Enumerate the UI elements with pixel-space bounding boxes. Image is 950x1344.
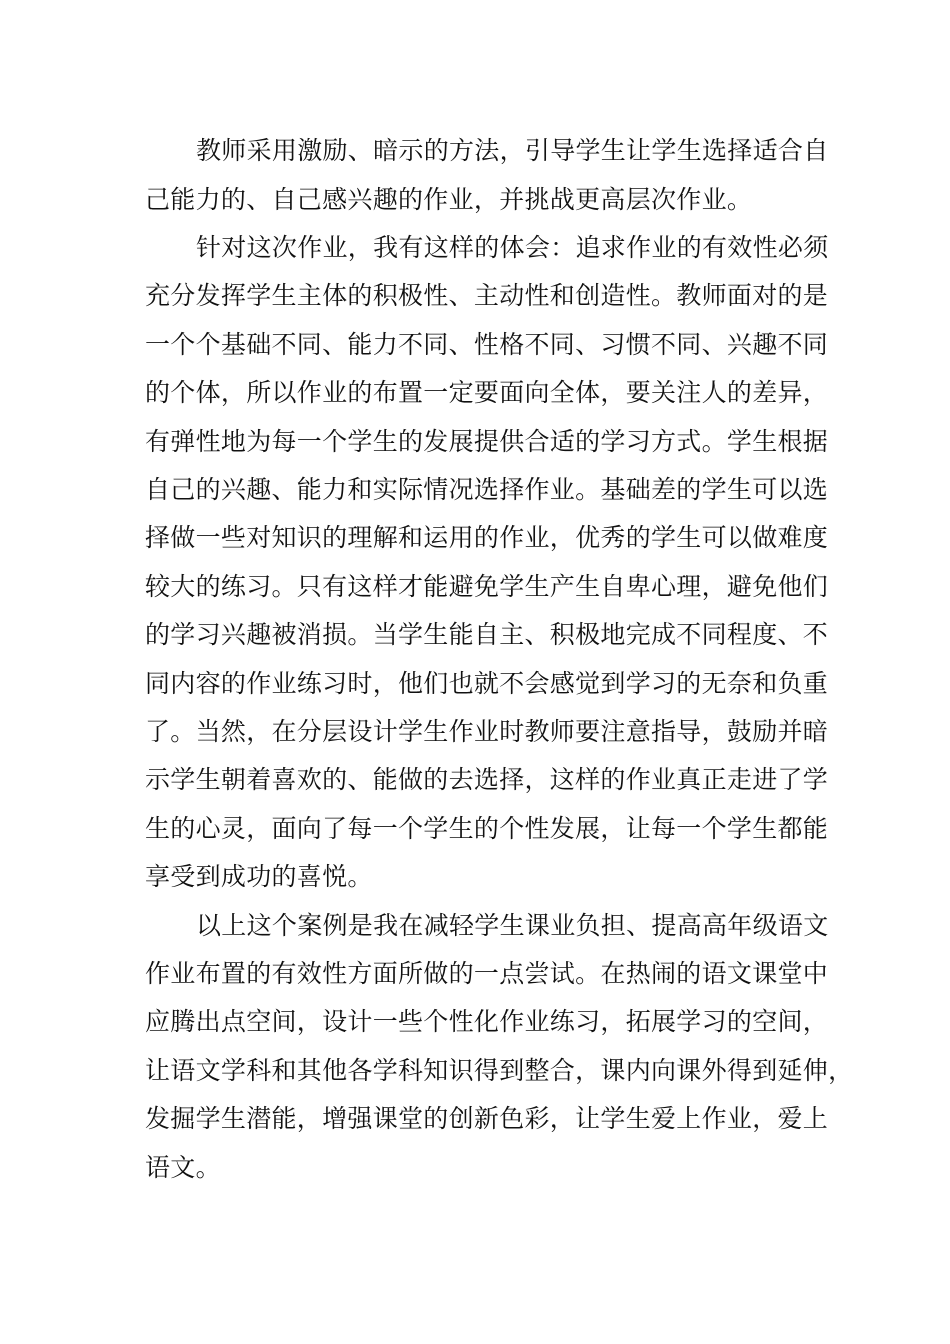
paragraph-3-line-3: 应腾出点空间，设计一些个性化作业练习，拓展学习的空间， — [145, 1007, 829, 1036]
paragraph-2-line-5: 有弹性地为每一个学生的发展提供合适的学习方式。学生根据 — [145, 427, 829, 456]
paragraph-2-line-7: 择做一些对知识的理解和运用的作业，优秀的学生可以做难度 — [145, 523, 829, 552]
paragraph-2-line-11: 了。当然，在分层设计学生作业时教师要注意指导，鼓励并暗 — [145, 717, 829, 746]
paragraph-2-line-14: 享受到成功的喜悦。 — [145, 862, 373, 891]
paragraph-2-line-12: 示学生朝着喜欢的、能做的去选择，这样的作业真正走进了学 — [145, 765, 829, 794]
paragraph-2-line-9: 的学习兴趣被消损。当学生能自主、积极地完成不同程度、不 — [145, 620, 829, 649]
paragraph-2-line-4: 的个体，所以作业的布置一定要面向全体，要关注人的差异， — [145, 378, 829, 407]
paragraph-3-line-1: 以上这个案例是我在减轻学生课业负担、提高高年级语文 — [196, 911, 829, 940]
paragraph-2-line-13: 生的心灵，面向了每一个学生的个性发展，让每一个学生都能 — [145, 814, 829, 843]
paragraph-3-line-6: 语文。 — [145, 1153, 221, 1182]
paragraph-3-line-4: 让语文学科和其他各学科知识得到整合，课内向课外得到延伸， — [145, 1056, 854, 1085]
paragraph-1-line-1: 教师采用激励、暗示的方法，引导学生让学生选择适合自 — [196, 136, 829, 165]
paragraph-3-line-2: 作业布置的有效性方面所做的一点尝试。在热闹的语文课堂中 — [145, 959, 829, 988]
paragraph-2-line-2: 充分发挥学生主体的积极性、主动性和创造性。教师面对的是 — [145, 281, 829, 310]
paragraph-3-line-5: 发掘学生潜能，增强课堂的创新色彩，让学生爱上作业，爱上 — [145, 1104, 829, 1133]
paragraph-2-line-1: 针对这次作业，我有这样的体会：追求作业的有效性必须 — [196, 233, 829, 262]
paragraph-2-line-8: 较大的练习。只有这样才能避免学生产生自卑心理，避免他们 — [145, 572, 829, 601]
paragraph-2-line-10: 同内容的作业练习时，他们也就不会感觉到学习的无奈和负重 — [145, 669, 829, 698]
paragraph-2-line-6: 自己的兴趣、能力和实际情况选择作业。基础差的学生可以选 — [145, 475, 829, 504]
paragraph-2-line-3: 一个个基础不同、能力不同、性格不同、习惯不同、兴趣不同 — [145, 330, 829, 359]
paragraph-1-line-2: 己能力的、自己感兴趣的作业，并挑战更高层次作业。 — [145, 185, 753, 214]
